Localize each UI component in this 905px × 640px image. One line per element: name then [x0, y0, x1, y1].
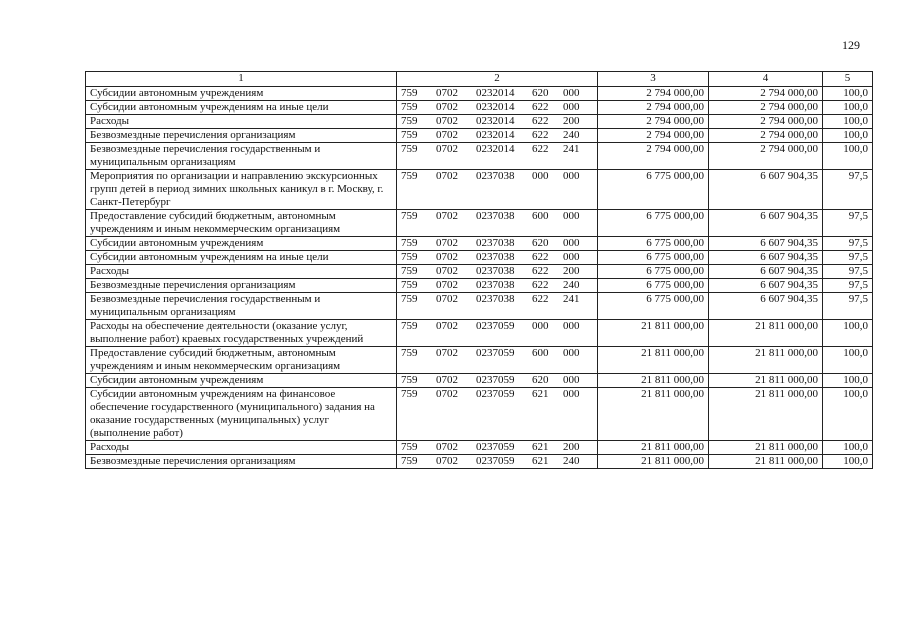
code-target: 0237038 — [476, 210, 515, 222]
code-kosgu: 200 — [563, 441, 580, 453]
row-percent: 100,0 — [823, 455, 873, 469]
code-type: 621 — [532, 388, 549, 400]
row-plan-amount: 21 811 000,00 — [598, 320, 709, 347]
code-type: 622 — [532, 251, 549, 263]
row-name: Безвозмездные перечисления государственным и муниципальным организациям — [86, 143, 397, 170]
header-cell-5: 5 — [823, 72, 873, 87]
code-target: 0237059 — [476, 455, 515, 467]
row-name: Безвозмездные перечисления организациям — [86, 455, 397, 469]
code-admin: 759 — [401, 101, 418, 113]
code-section: 0702 — [436, 374, 458, 386]
row-code — [397, 455, 598, 469]
code-target: 0237038 — [476, 251, 515, 263]
row-code — [397, 129, 598, 143]
row-code — [397, 115, 598, 129]
row-name: Субсидии автономным учреждениям на иные цели — [86, 101, 397, 115]
row-fact-amount: 6 607 904,35 — [709, 279, 823, 293]
code-target: 0237059 — [476, 441, 515, 453]
code-target: 0237038 — [476, 293, 515, 305]
row-name: Безвозмездные перечисления организациям — [86, 129, 397, 143]
table-row — [86, 87, 873, 101]
row-name: Предоставление субсидий бюджетным, автономным учреждениям и иным некоммерческим организациям — [86, 347, 397, 374]
code-type: 622 — [532, 143, 549, 155]
row-plan-amount: 21 811 000,00 — [598, 441, 709, 455]
code-kosgu: 000 — [563, 251, 580, 263]
row-percent: 100,0 — [823, 320, 873, 347]
code-admin: 759 — [401, 265, 418, 277]
row-name: Расходы на обеспечение деятельности (оказание услуг, выполнение работ) краевых государственных учреждений — [86, 320, 397, 347]
table-row — [86, 210, 873, 237]
row-plan-amount: 6 775 000,00 — [598, 251, 709, 265]
code-kosgu: 000 — [563, 170, 580, 182]
budget-table — [85, 71, 873, 469]
row-plan-amount: 2 794 000,00 — [598, 115, 709, 129]
row-percent: 97,5 — [823, 293, 873, 320]
row-percent: 97,5 — [823, 210, 873, 237]
code-target: 0237059 — [476, 388, 515, 400]
code-kosgu: 241 — [563, 293, 580, 305]
row-plan-amount: 6 775 000,00 — [598, 279, 709, 293]
row-plan-amount: 2 794 000,00 — [598, 143, 709, 170]
row-code — [397, 170, 598, 210]
code-section: 0702 — [436, 87, 458, 99]
page-number: 129 — [842, 38, 860, 52]
code-admin: 759 — [401, 237, 418, 249]
code-type: 000 — [532, 320, 549, 332]
code-kosgu: 000 — [563, 101, 580, 113]
code-section: 0702 — [436, 170, 458, 182]
code-kosgu: 241 — [563, 143, 580, 155]
row-name: Безвозмездные перечисления государственным и муниципальным организациям — [86, 293, 397, 320]
row-percent: 100,0 — [823, 143, 873, 170]
table-row — [86, 143, 873, 170]
code-section: 0702 — [436, 210, 458, 222]
code-admin: 759 — [401, 143, 418, 155]
row-plan-amount: 6 775 000,00 — [598, 293, 709, 320]
row-name: Расходы — [86, 441, 397, 455]
code-section: 0702 — [436, 455, 458, 467]
table-row — [86, 237, 873, 251]
row-plan-amount: 6 775 000,00 — [598, 210, 709, 237]
row-fact-amount: 6 607 904,35 — [709, 237, 823, 251]
code-admin: 759 — [401, 293, 418, 305]
row-fact-amount: 2 794 000,00 — [709, 115, 823, 129]
row-fact-amount: 21 811 000,00 — [709, 347, 823, 374]
header-cell-2: 2 — [397, 72, 598, 87]
row-percent: 97,5 — [823, 170, 873, 210]
row-fact-amount: 6 607 904,35 — [709, 293, 823, 320]
row-percent: 100,0 — [823, 388, 873, 441]
row-name: Расходы — [86, 265, 397, 279]
table-row — [86, 101, 873, 115]
code-admin: 759 — [401, 455, 418, 467]
table-row — [86, 170, 873, 210]
row-percent: 100,0 — [823, 115, 873, 129]
table-row — [86, 265, 873, 279]
table-row — [86, 279, 873, 293]
row-fact-amount: 2 794 000,00 — [709, 101, 823, 115]
code-kosgu: 000 — [563, 388, 580, 400]
code-type: 621 — [532, 441, 549, 453]
table-row — [86, 441, 873, 455]
code-section: 0702 — [436, 347, 458, 359]
row-code — [397, 210, 598, 237]
row-code — [397, 87, 598, 101]
row-plan-amount: 6 775 000,00 — [598, 265, 709, 279]
code-type: 620 — [532, 87, 549, 99]
row-plan-amount: 2 794 000,00 — [598, 129, 709, 143]
code-target: 0237038 — [476, 279, 515, 291]
code-target: 0237059 — [476, 347, 515, 359]
code-section: 0702 — [436, 388, 458, 400]
row-code — [397, 374, 598, 388]
code-target: 0237038 — [476, 237, 515, 249]
header-cell-3: 3 — [598, 72, 709, 87]
row-fact-amount: 2 794 000,00 — [709, 143, 823, 170]
code-target: 0237038 — [476, 265, 515, 277]
code-type: 622 — [532, 293, 549, 305]
table-row — [86, 347, 873, 374]
code-section: 0702 — [436, 129, 458, 141]
code-target: 0237059 — [476, 320, 515, 332]
code-section: 0702 — [436, 251, 458, 263]
code-target: 0237038 — [476, 170, 515, 182]
header-cell-4: 4 — [709, 72, 823, 87]
code-admin: 759 — [401, 374, 418, 386]
code-kosgu: 000 — [563, 210, 580, 222]
row-code — [397, 388, 598, 441]
row-plan-amount: 21 811 000,00 — [598, 388, 709, 441]
code-kosgu: 200 — [563, 115, 580, 127]
code-type: 600 — [532, 347, 549, 359]
table-row — [86, 293, 873, 320]
code-section: 0702 — [436, 101, 458, 113]
code-type: 620 — [532, 237, 549, 249]
code-target: 0232014 — [476, 87, 515, 99]
code-section: 0702 — [436, 265, 458, 277]
row-fact-amount: 21 811 000,00 — [709, 320, 823, 347]
row-plan-amount: 2 794 000,00 — [598, 87, 709, 101]
code-type: 622 — [532, 129, 549, 141]
row-code — [397, 347, 598, 374]
code-kosgu: 000 — [563, 320, 580, 332]
code-kosgu: 000 — [563, 237, 580, 249]
row-percent: 100,0 — [823, 87, 873, 101]
code-admin: 759 — [401, 347, 418, 359]
code-kosgu: 000 — [563, 347, 580, 359]
row-code — [397, 237, 598, 251]
code-admin: 759 — [401, 279, 418, 291]
row-name: Субсидии автономным учреждениям — [86, 87, 397, 101]
code-type: 622 — [532, 101, 549, 113]
row-fact-amount: 21 811 000,00 — [709, 374, 823, 388]
row-name: Субсидии автономным учреждениям на финансовое обеспечение государственного (муниципального) задания на оказание государственных (муниципальных) услуг (выполнение работ) — [86, 388, 397, 441]
row-fact-amount: 21 811 000,00 — [709, 455, 823, 469]
code-admin: 759 — [401, 388, 418, 400]
code-admin: 759 — [401, 320, 418, 332]
code-admin: 759 — [401, 170, 418, 182]
row-code — [397, 279, 598, 293]
code-admin: 759 — [401, 251, 418, 263]
code-admin: 759 — [401, 210, 418, 222]
row-code — [397, 143, 598, 170]
row-fact-amount: 6 607 904,35 — [709, 210, 823, 237]
code-section: 0702 — [436, 293, 458, 305]
row-fact-amount: 21 811 000,00 — [709, 388, 823, 441]
code-target: 0237059 — [476, 374, 515, 386]
row-percent: 97,5 — [823, 279, 873, 293]
row-percent: 100,0 — [823, 374, 873, 388]
code-target: 0232014 — [476, 129, 515, 141]
code-type: 621 — [532, 455, 549, 467]
code-kosgu: 000 — [563, 374, 580, 386]
code-admin: 759 — [401, 441, 418, 453]
table-row — [86, 115, 873, 129]
row-name: Мероприятия по организации и направлению экскурсионных групп детей в период зимних школьных каникул в г. Москву, г. Санкт-Петербург — [86, 170, 397, 210]
code-target: 0232014 — [476, 143, 515, 155]
row-name: Субсидии автономным учреждениям — [86, 237, 397, 251]
code-admin: 759 — [401, 129, 418, 141]
row-fact-amount: 2 794 000,00 — [709, 87, 823, 101]
row-code — [397, 265, 598, 279]
code-section: 0702 — [436, 143, 458, 155]
row-percent: 100,0 — [823, 129, 873, 143]
row-code — [397, 293, 598, 320]
table-row — [86, 251, 873, 265]
table-row — [86, 455, 873, 469]
row-name: Безвозмездные перечисления организациям — [86, 279, 397, 293]
row-plan-amount: 21 811 000,00 — [598, 374, 709, 388]
row-code — [397, 251, 598, 265]
row-fact-amount: 6 607 904,35 — [709, 170, 823, 210]
code-section: 0702 — [436, 279, 458, 291]
row-name: Предоставление субсидий бюджетным, автономным учреждениям и иным некоммерческим организациям — [86, 210, 397, 237]
row-percent: 100,0 — [823, 441, 873, 455]
row-percent: 100,0 — [823, 101, 873, 115]
row-name: Субсидии автономным учреждениям — [86, 374, 397, 388]
table-row — [86, 320, 873, 347]
header-row — [86, 72, 873, 87]
row-plan-amount: 21 811 000,00 — [598, 455, 709, 469]
code-kosgu: 240 — [563, 129, 580, 141]
code-kosgu: 000 — [563, 87, 580, 99]
table-body — [86, 87, 873, 469]
row-percent: 97,5 — [823, 251, 873, 265]
row-plan-amount: 2 794 000,00 — [598, 101, 709, 115]
row-plan-amount: 6 775 000,00 — [598, 170, 709, 210]
code-type: 622 — [532, 115, 549, 127]
code-type: 000 — [532, 170, 549, 182]
table-row — [86, 388, 873, 441]
row-fact-amount: 6 607 904,35 — [709, 265, 823, 279]
row-code — [397, 101, 598, 115]
row-name: Субсидии автономным учреждениям на иные цели — [86, 251, 397, 265]
row-code — [397, 320, 598, 347]
row-percent: 97,5 — [823, 237, 873, 251]
row-code — [397, 441, 598, 455]
row-fact-amount: 21 811 000,00 — [709, 441, 823, 455]
code-admin: 759 — [401, 115, 418, 127]
header-cell-1: 1 — [86, 72, 397, 87]
code-section: 0702 — [436, 237, 458, 249]
code-kosgu: 200 — [563, 265, 580, 277]
code-admin: 759 — [401, 87, 418, 99]
code-type: 622 — [532, 279, 549, 291]
row-plan-amount: 21 811 000,00 — [598, 347, 709, 374]
code-target: 0232014 — [476, 115, 515, 127]
code-section: 0702 — [436, 320, 458, 332]
code-target: 0232014 — [476, 101, 515, 113]
code-type: 600 — [532, 210, 549, 222]
code-kosgu: 240 — [563, 279, 580, 291]
table-row — [86, 129, 873, 143]
code-kosgu: 240 — [563, 455, 580, 467]
row-percent: 97,5 — [823, 265, 873, 279]
row-fact-amount: 2 794 000,00 — [709, 129, 823, 143]
row-fact-amount: 6 607 904,35 — [709, 251, 823, 265]
code-section: 0702 — [436, 115, 458, 127]
row-name: Расходы — [86, 115, 397, 129]
code-type: 620 — [532, 374, 549, 386]
row-plan-amount: 6 775 000,00 — [598, 237, 709, 251]
row-percent: 100,0 — [823, 347, 873, 374]
code-section: 0702 — [436, 441, 458, 453]
code-type: 622 — [532, 265, 549, 277]
table-row — [86, 374, 873, 388]
